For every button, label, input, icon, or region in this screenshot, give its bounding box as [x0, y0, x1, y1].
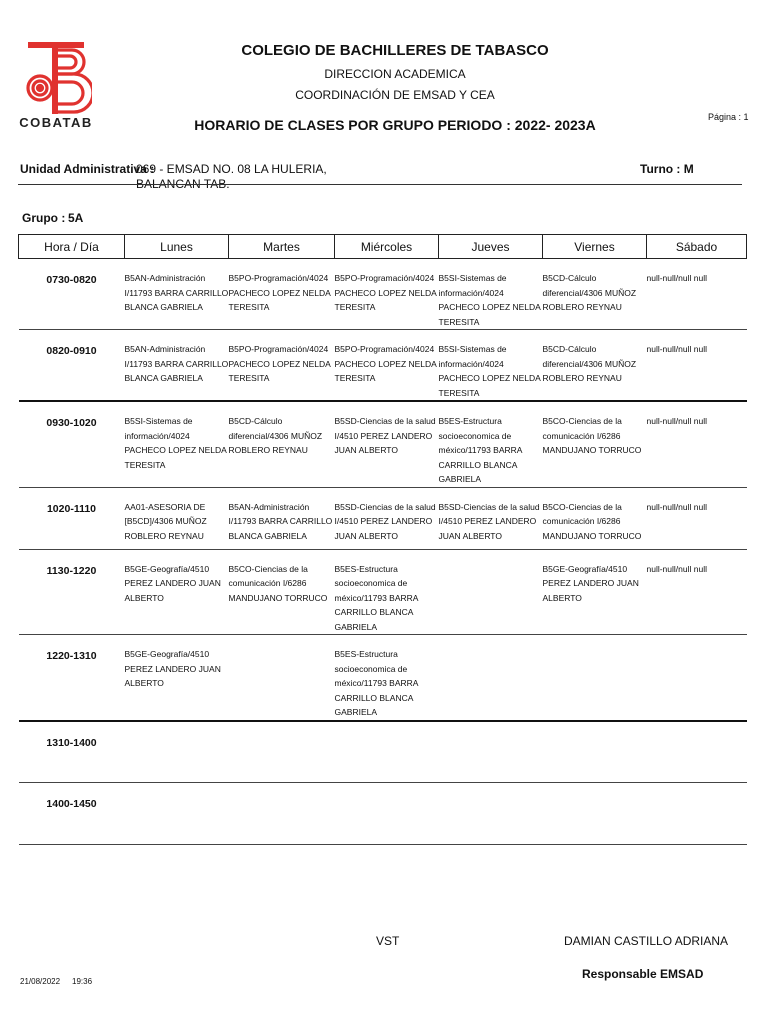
class-cell: B5CO-Ciencias de la comunicación I/6286 MANDUJANO TORRUCO: [542, 501, 642, 541]
class-cell: null-null/null null: [646, 273, 707, 283]
class-cell: B5GE-Geografía/4510 PEREZ LANDERO JUAN ALBERTO: [124, 649, 221, 688]
class-cell: B5AN-Administración I/11793 BARRA CARRILLO BLANCA GABRIELA: [124, 344, 229, 383]
class-cell: AA01-ASESORIA DE [B5CD]/4306 MUÑOZ ROBLERO REYNAU: [124, 501, 207, 541]
print-date: 21/08/2022: [20, 977, 61, 986]
row-hora: 0730-0820: [46, 274, 97, 286]
class-cell: null-null/null null: [646, 344, 707, 354]
table-row: [19, 549, 747, 635]
class-cell: B5ES-Estructura socioeconomica de méxico/11793 BARRA CARRILLO BLANCA GABRIELA: [334, 563, 418, 632]
logo-text: COBATAB: [19, 115, 93, 130]
class-cell: B5SD-Ciencias de la salud I/4510 PEREZ LANDERO JUAN ALBERTO: [334, 501, 436, 541]
class-cell: B5ES-Estructura socioeconomica de méxico/11793 BARRA CARRILLO BLANCA GABRIELA: [438, 416, 522, 484]
class-cell: B5SD-Ciencias de la salud I/4510 PEREZ LANDERO JUAN ALBERTO: [334, 416, 436, 455]
table-row: [19, 783, 747, 845]
row-hora: 1310-1400: [46, 736, 97, 749]
class-cell: B5AN-Administración I/11793 BARRA CARRILLO BLANCA GABRIELA: [124, 273, 229, 312]
row-hora: 1400-1450: [46, 798, 97, 810]
class-cell: B5CO-Ciencias de la comunicación I/6286 MANDUJANO TORRUCO: [228, 563, 328, 603]
report-title: HORARIO DE CLASES POR GRUPO PERIODO : 2022- 2023A: [194, 117, 596, 133]
row-hora: 0820-0910: [46, 345, 97, 357]
header-viernes: Viernes: [543, 235, 647, 259]
row-hora: 1130-1220: [46, 564, 97, 577]
class-cell: B5GE-Geografía/4510 PEREZ LANDERO JUAN ALBERTO: [124, 563, 221, 603]
header-jueves: Jueves: [439, 235, 543, 259]
header-row: [19, 235, 747, 259]
header-miercoles: Miércoles: [335, 235, 439, 259]
row-hora: 1020-1110: [46, 502, 97, 515]
unidad-value: 069 - EMSAD NO. 08 LA HULERIA, BALANCAN TAB.: [136, 162, 327, 191]
header-hora: Hora / Día: [19, 235, 125, 259]
class-cell: B5PO-Programación/4024 PACHECO LOPEZ NELDA TERESITA: [334, 344, 437, 383]
class-cell: B5SI-Sistemas de información/4024 PACHECO LOPEZ NELDA TERESITA: [124, 416, 227, 470]
class-cell: B5PO-Programación/4024 PACHECO LOPEZ NELDA TERESITA: [334, 273, 437, 312]
institution-name: COLEGIO DE BACHILLERES DE TABASCO: [241, 42, 549, 59]
class-cell: B5GE-Geografía/4510 PEREZ LANDERO JUAN ALBERTO: [542, 563, 639, 603]
table-row: [19, 487, 747, 549]
class-cell: B5CO-Ciencias de la comunicación I/6286 MANDUJANO TORRUCO: [542, 416, 642, 455]
page-number: Página : 1: [708, 112, 749, 122]
coordination-name: COORDINACIÓN DE EMSAD Y CEA: [295, 88, 495, 102]
row-hora: 1220-1310: [46, 650, 97, 662]
class-cell: B5CD-Cálculo diferencial/4306 MUÑOZ ROBLERO REYNAU: [542, 344, 637, 383]
header-lunes: Lunes: [125, 235, 229, 259]
schedule-table: [18, 234, 747, 845]
class-cell: B5SI-Sistemas de información/4024 PACHECO LOPEZ NELDA TERESITA: [438, 344, 541, 398]
table-row: [19, 330, 747, 402]
class-cell: null-null/null null: [646, 501, 707, 512]
table-row: [19, 401, 747, 487]
class-cell: B5AN-Administración I/11793 BARRA CARRILLO BLANCA GABRIELA: [228, 501, 333, 541]
table-row: [19, 635, 747, 721]
class-cell: null-null/null null: [646, 563, 707, 574]
class-cell: B5ES-Estructura socioeconomica de méxico/11793 BARRA CARRILLO BLANCA GABRIELA: [334, 649, 418, 717]
grupo-value: 5A: [68, 211, 84, 225]
department-name: DIRECCION ACADEMICA: [324, 67, 466, 81]
class-cell: B5CD-Cálculo diferencial/4306 MUÑOZ ROBLERO REYNAU: [542, 273, 637, 312]
class-cell: B5PO-Programación/4024 PACHECO LOPEZ NELDA TERESITA: [228, 273, 331, 312]
responsable-name: DAMIAN CASTILLO ADRIANA: [564, 934, 729, 948]
vst-label: VST: [376, 934, 400, 948]
row-hora: 0930-1020: [46, 417, 97, 429]
class-cell: B5PO-Programación/4024 PACHECO LOPEZ NELDA TERESITA: [228, 344, 331, 383]
class-cell: null-null/null null: [646, 416, 707, 426]
turno-label: Turno : M: [640, 162, 694, 176]
table-row: [19, 721, 747, 783]
table-row: [19, 259, 747, 330]
class-cell: B5SI-Sistemas de información/4024 PACHECO LOPEZ NELDA TERESITA: [438, 273, 541, 327]
print-time: 19:36: [72, 977, 93, 986]
unidad-label: Unidad Administrativa :: [20, 162, 155, 176]
class-cell: B5SD-Ciencias de la salud I/4510 PEREZ LANDERO JUAN ALBERTO: [438, 501, 540, 541]
header-martes: Martes: [229, 235, 335, 259]
header-sabado: Sábado: [647, 235, 747, 259]
cobatab-logo-mark: [20, 40, 92, 118]
class-cell: B5CD-Cálculo diferencial/4306 MUÑOZ ROBLERO REYNAU: [228, 416, 323, 455]
grupo-label: Grupo :: [22, 211, 66, 225]
divider: [18, 184, 742, 185]
responsable-role: Responsable EMSAD: [582, 967, 704, 981]
